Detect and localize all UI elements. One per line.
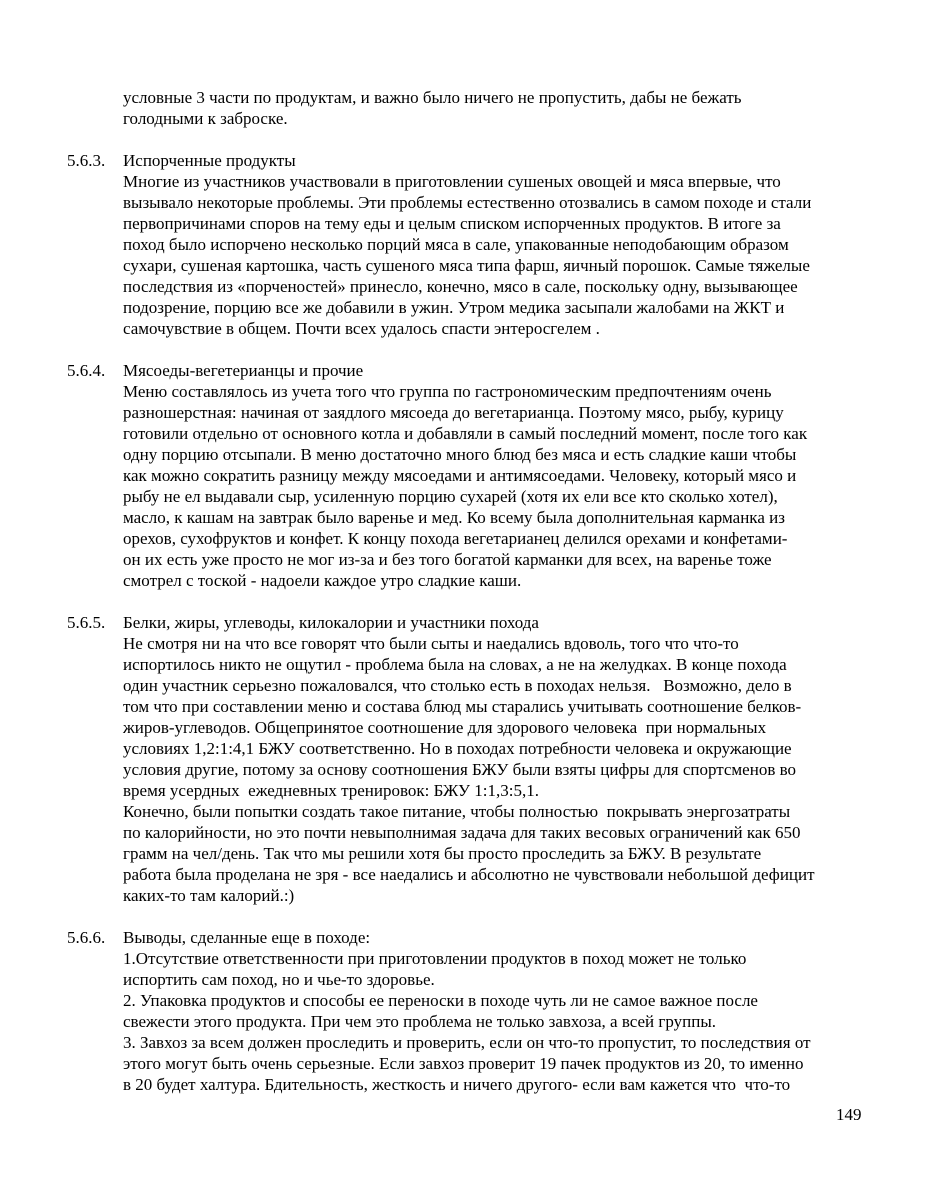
- section-title: Мясоеды-вегетерианцы и прочие: [123, 361, 364, 380]
- text-line: испортить сам поход, но и чье-то здоровье.: [123, 970, 435, 989]
- text-line: условные 3 части по продуктам, и важно было ничего не пропустить, дабы не бежать: [123, 88, 742, 107]
- text-line: последствия из «порченостей» принесло, конечно, мясо в сале, поскольку одну, вызывающее: [123, 277, 798, 296]
- text-line: время усердных ежедневных тренировок: БЖУ 1:1,3:5,1.: [123, 781, 539, 800]
- section-number: 5.6.3.: [67, 151, 106, 170]
- text-line: 2. Упаковка продуктов и способы ее переноски в походе чуть ли не самое важное после: [123, 991, 758, 1010]
- text-line: вызывало некоторые проблемы. Эти проблемы естественно отозвались в самом походе и стали: [123, 193, 812, 212]
- text-line: в 20 будет халтура. Бдительность, жесткость и ничего другого- если вам кажется что что-то: [123, 1075, 791, 1094]
- section-number: 5.6.6.: [67, 928, 106, 947]
- text-line: условиях 1,2:1:4,1 БЖУ соответственно. Но в походах потребности человека и окружающие: [123, 739, 792, 758]
- text-line: 3. Завхоз за всем должен проследить и проверить, если он что-то пропустит, то последствия от: [123, 1033, 811, 1052]
- text-line: по калорийности, но это почти невыполнимая задача для таких весовых ограничений как 650: [123, 823, 801, 842]
- section-number: 5.6.4.: [67, 361, 106, 380]
- text-line: поход было испорчено несколько порций мяса в сале, упакованные неподобающим образом: [123, 235, 789, 254]
- text-line: голодными к заброске.: [123, 109, 288, 128]
- text-line: первопричинами споров на тему еды и целым списком испорченных продуктов. В итоге за: [123, 214, 781, 233]
- text-line: грамм на чел/день. Так что мы решили хотя бы просто проследить за БЖУ. В результате: [123, 844, 762, 863]
- text-line: испортилось никто не ощутил - проблема была на словах, а не на желудках. В конце похода: [123, 655, 787, 674]
- section-title: Белки, жиры, углеводы, килокалории и участники похода: [123, 613, 539, 632]
- section-title: Испорченные продукты: [123, 151, 296, 170]
- text-line: этого могут быть очень серьезные. Если завхоз проверит 19 пачек продуктов из 20, то именно: [123, 1054, 804, 1073]
- text-line: масло, к кашам на завтрак было варенье и мед. Ко всему была дополнительная карманка из: [123, 508, 785, 527]
- text-line: разношерстная: начиная от заядлого мясоеда до вегетарианца. Поэтому мясо, рыбу, курицу: [123, 403, 784, 422]
- text-line: рыбу не ел выдавали сыр, усиленную порцию сухарей (хотя их ели все кто сколько хотел),: [123, 487, 778, 506]
- text-line: подозрение, порцию все же добавили в ужин. Утром медика засыпали жалобами на ЖКТ и: [123, 298, 785, 317]
- text-line: Конечно, были попытки создать такое питание, чтобы полностью покрывать энергозатраты: [123, 802, 791, 821]
- text-line: работа была проделана не зря - все наедались и абсолютно не чувствовали небольшой дефицит: [123, 865, 815, 884]
- section-title: Выводы, сделанные еще в походе:: [123, 928, 371, 947]
- text-line: Многие из участников участвовали в приготовлении сушеных овощей и мяса впервые, что: [123, 172, 781, 191]
- text-line: Меню составлялось из учета того что группа по гастрономическим предпочтениям очень: [123, 382, 772, 401]
- text-line: 1.Отсутствие ответственности при приготовлении продуктов в поход может не только: [123, 949, 747, 968]
- text-line: как можно сократить разницу между мясоедами и антимясоедами. Человеку, который мясо и: [123, 466, 797, 485]
- text-line: жиров-углеводов. Общепринятое соотношение для здорового человека при нормальных: [123, 718, 767, 737]
- text-line: готовили отдельно от основного котла и добавляли в самый последний момент, после того как: [123, 424, 808, 443]
- text-line: сухари, сушеная картошка, часть сушеного мяса типа фарш, яичный порошок. Самые тяжелые: [123, 256, 810, 275]
- text-line: он их есть уже просто не мог из-за и без того богатой карманки для всех, на варенье тоже: [123, 550, 772, 569]
- text-line: условия другие, потому за основу соотношения БЖУ были взяты цифры для спортсменов во: [123, 760, 797, 779]
- text-line: орехов, сухофруктов и конфет. К концу похода вегетарианец делился орехами и конфетами-: [123, 529, 788, 548]
- text-line: одну порцию отсыпали. В меню достаточно много блюд без мяса и есть сладкие каши чтобы: [123, 445, 797, 464]
- text-line: свежести этого продукта. При чем это проблема не только завхоза, а всей группы.: [123, 1012, 717, 1031]
- text-line: самочувствие в общем. Почти всех удалось спасти энтеросгелем .: [123, 319, 600, 338]
- text-line: смотрел с тоской - надоели каждое утро сладкие каши.: [123, 571, 522, 590]
- text-line: каких-то там калорий.:): [123, 886, 295, 905]
- text-line: Не смотря ни на что все говорят что были сыты и наедались вдоволь, того что что-то: [123, 634, 739, 653]
- page-number: 149: [836, 1105, 862, 1124]
- section-number: 5.6.5.: [67, 613, 106, 632]
- text-line: том что при составлении меню и состава блюд мы старались учитывать соотношение белков-: [123, 697, 802, 716]
- text-line: один участник серьезно пожаловался, что столько есть в походах нельзя. Возможно, дело в: [123, 676, 792, 695]
